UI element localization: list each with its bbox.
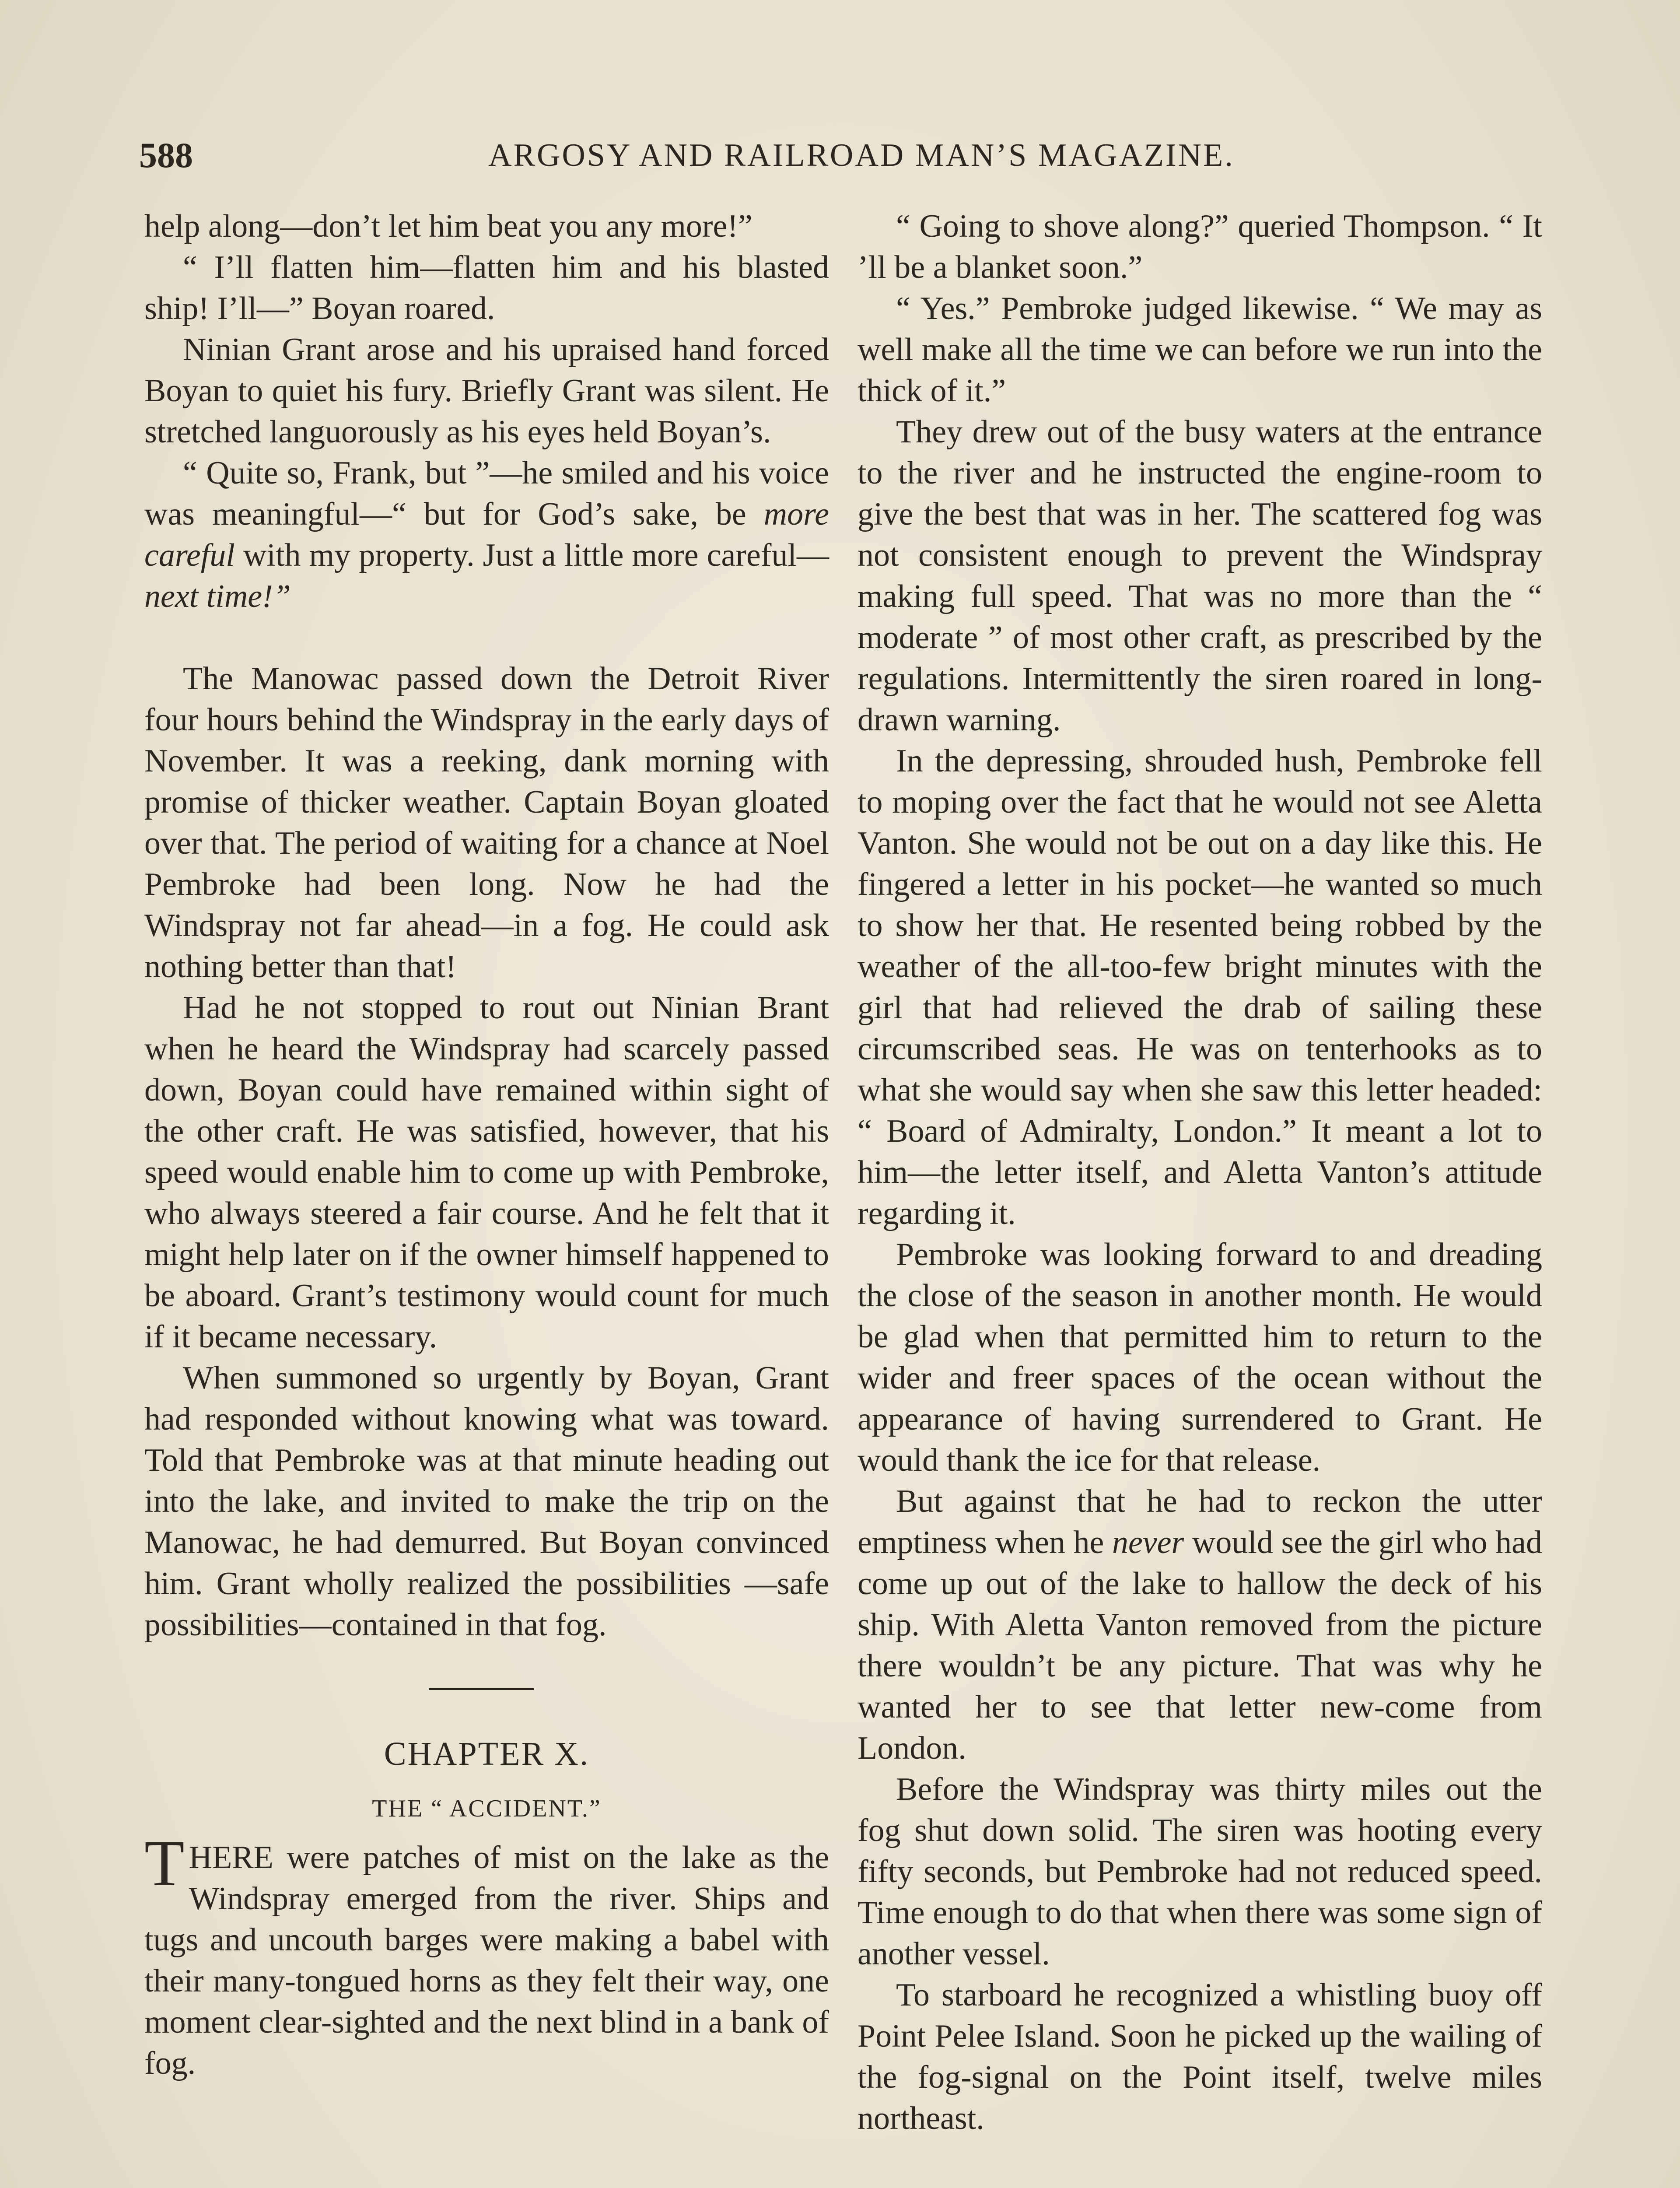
- italic-text: next time!”: [144, 579, 291, 614]
- paragraph: “ I’ll flatten him—flatten him and his blasted ship! I’ll—” Boyan roared.: [144, 249, 829, 326]
- chapter-subtitle: THE “ ACCIDENT.”: [372, 1795, 602, 1822]
- chapter-heading: CHAPTER X.: [384, 1736, 590, 1772]
- text-run: But against that he had to reckon the utter emptiness when he: [858, 1483, 1542, 1560]
- running-title: ARGOSY AND RAILROAD MAN’S MAGAZINE.: [488, 137, 1235, 173]
- paragraph: Before the Windspray was thirty miles out the fog shut down solid. The siren was hooting every fifty seconds, but Pembroke had not reduced speed. Time enough to do that when there was some sign of another vessel.: [858, 1771, 1542, 1972]
- paragraph: “ Going to shove along?” queried Thompson. “ It ’ll be a blanket soon.”: [858, 208, 1542, 285]
- paragraph: The Manowac passed down the Detroit River four hours behind the Windspray in the early days of November. It was a reeking, dank morning with promise of thicker weather. Captain Boyan gloated over that. The period of waiting for a chance at Noel Pembroke had been long. Now he had the Windspray not far ahead—in a fog. He could ask nothing better than that!: [144, 661, 829, 985]
- left-column: [144, 206, 829, 2084]
- paragraph: Had he not stopped to rout out Ninian Brant when he heard the Windspray had scarcely passed down, Boyan could have remained within sight of the other craft. He was satisfied, however, that his speed would enable him to come up with Pembroke, who always steered a fair course. And he felt that it might help later on if the owner himself happened to be aboard. Grant’s testimony would count for much if it became necessary.: [144, 990, 829, 1355]
- paragraph: In the depressing, shrouded hush, Pembroke fell to moping over the fact that he would not see Aletta Vanton. She would not be out on a day like this. He fingered a letter in his pocket—he wanted so much to show her that. He resented being robbed by the weather of the all-too-few bright minutes with the girl that had relieved the drab of sailing these circumscribed seas. He was on tenterhooks as to what she would say when she saw this letter headed: “ Board of Admiralty, London.” It meant a lot to him—the letter itself, and Aletta Vanton’s attitude regarding it.: [858, 743, 1542, 1231]
- paragraph: Pembroke was looking forward to and dreading the close of the season in another month. He would be glad when that permitted him to return to the wider and freer spaces of the ocean without the appearance of having surrendered to Grant. He would thank the ice for that release.: [858, 1237, 1542, 1478]
- text-run: “ Quite so, Frank, but ”—he smiled and his voice was meaningful—“ but for God’s sake, be: [144, 455, 829, 532]
- divider-rule: [429, 1688, 534, 1690]
- page-header: [139, 131, 1544, 179]
- section-break-space: [144, 617, 829, 658]
- text-run: would see the girl who had come up out of the lake to hallow the deck of his ship. With Aletta Vanton removed from the picture there wouldn’t be any picture. That was why he wanted her to see that letter new-come from London.: [858, 1525, 1542, 1766]
- paragraph: “ Yes.” Pembroke judged likewise. “ We may as well make all the time we can before we run into the thick of it.”: [858, 291, 1542, 409]
- right-column: [858, 206, 1542, 2139]
- paragraph: [144, 452, 829, 617]
- text-run: HERE were patches of mist on the lake as the Windspray emerged from the river. Ships and tugs and uncouth barges were making a babel with their many-tongued horns as they felt their way, one moment clear-sighted and the next blind in a bank of fog.: [144, 1840, 829, 2081]
- chapter-divider: [144, 1645, 829, 1728]
- italic-text: more careful: [144, 496, 829, 573]
- paragraph: [144, 1827, 829, 2084]
- drop-cap: T: [144, 1827, 185, 1900]
- page-number: 588: [139, 135, 193, 175]
- paragraph: help along—don’t let him beat you any more!”: [144, 208, 752, 244]
- paragraph: To starboard he recognized a whistling buoy off Point Pelee Island. Soon he picked up the wailing of the fog-signal on the Point itself, twelve miles northeast.: [858, 1977, 1542, 2136]
- paragraph: When summoned so urgently by Boyan, Grant had responded without knowing what was toward. Told that Pembroke was at that minute heading out into the lake, and invited to make the trip on the Manowac, he had demurred. But Boyan convinced him. Grant wholly realized the possibilities —safe possibilities—contained in that fog.: [144, 1360, 829, 1643]
- text-run: with my property. Just a little more careful—: [234, 537, 829, 573]
- paragraph: Ninian Grant arose and his upraised hand forced Boyan to quiet his fury. Briefly Grant was silent. He stretched languorously as his eyes held Boyan’s.: [144, 332, 829, 450]
- paragraph: [858, 1481, 1542, 1769]
- italic-text: never: [1112, 1525, 1184, 1560]
- paragraph: They drew out of the busy waters at the entrance to the river and he instructed the engine-room to give the best that was in her. The scattered fog was not consistent enough to prevent the Windspray making full speed. That was no more than the “ moderate ” of most other craft, as prescribed by the regulations. Intermittently the siren roared in long-drawn warning.: [858, 414, 1542, 738]
